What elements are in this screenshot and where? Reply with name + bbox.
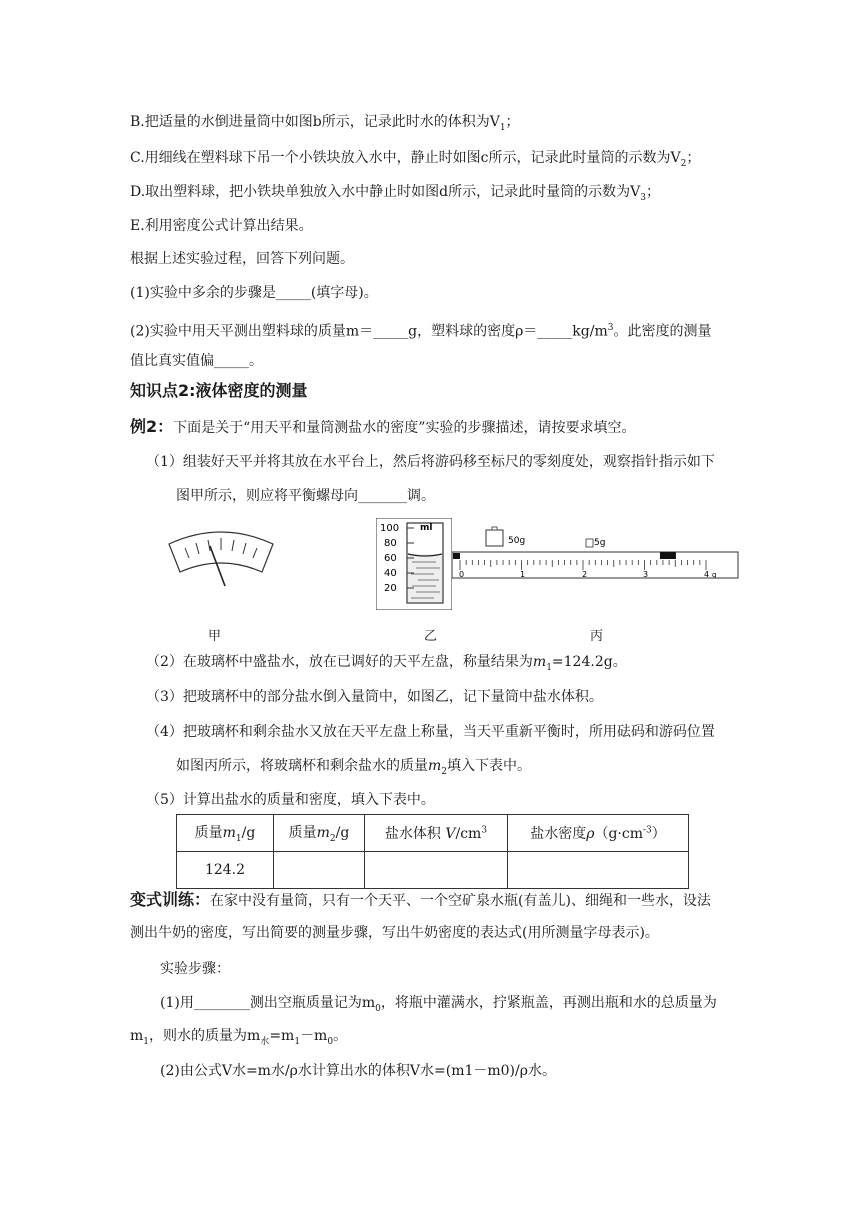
step-b: B.把适量的水倒进量筒中如图b所示，记录此时水的体积为$V_1$； <box>130 114 520 133</box>
step-e: E.利用密度公式计算出结果。 <box>130 218 313 234</box>
weight-50g-icon <box>486 530 503 546</box>
step-c: C.用细线在塑料球下吊一个小铁块放入水中，静止时如图c所示，记录此时量筒的示数为$V_2$； <box>130 150 701 169</box>
table-header-cell: 质量$m_2/g$ <box>274 815 365 852</box>
table-cell: 124.2 <box>177 852 274 889</box>
variant-intro-line1: 变式训练：在家中没有量筒，只有一个天平、一个空矿泉水瓶(有盖儿)、细绳和一些水，设法 <box>130 890 711 909</box>
scale-tick-label: 0 <box>459 570 465 579</box>
cylinder-tick-label: 100 <box>380 523 400 534</box>
weight-5g-icon <box>586 539 593 547</box>
scale-tick-label: 3 <box>643 570 649 579</box>
variant-intro-line2: 测出牛奶的密度，写出简要的测量步骤，写出牛奶密度的表达式(用所测量字母表示)。 <box>130 925 659 941</box>
graduated-cylinder-figure <box>376 518 452 610</box>
scale-unit-label: g <box>712 571 717 579</box>
step-d: D.取出塑料球，把小铁块单独放入水中静止时如图d所示，记录此时量筒的示数为$V_3$； <box>130 184 660 203</box>
question-2-line2: 值比真实值偏_____。 <box>130 353 263 369</box>
variant-step-2: (2)由公式V水=m水/ρ水计算出水的体积V水=(m1－m0)/ρ水。 <box>160 1063 556 1079</box>
cylinder-tick-label: 80 <box>384 538 397 549</box>
weight-5g-label: 5g <box>594 538 606 548</box>
table-row <box>177 852 689 889</box>
variant-step-1a: (1)用________测出空瓶质量记为$m_0$，将瓶中灌满水，拧紧瓶盖，再测出瓶和水的总质量为 <box>160 995 717 1014</box>
table-header-cell: 盐水体积 $V/cm^3$ <box>365 815 508 852</box>
example-step-5: （5）计算出盐水的质量和密度，填入下表中。 <box>146 792 435 808</box>
result-table <box>176 814 689 889</box>
example-intro: 例2：下面是关于“用天平和量筒测盐水的密度”实验的步骤描述，请按要求填空。 <box>130 417 636 436</box>
table-cell <box>274 852 365 889</box>
answer-intro: 根据上述实验过程，回答下列问题。 <box>130 251 354 267</box>
variant-step-1b: $m_1$，则水的质量为$m_水=m_1-m_0$。 <box>130 1028 348 1047</box>
question-1: (1)实验中多余的步骤是_____(填字母)。 <box>130 285 378 301</box>
cylinder-tick-label: 60 <box>384 553 397 564</box>
cylinder-tick-label: 20 <box>384 583 397 594</box>
balance-pointer-figure <box>166 524 276 594</box>
question-2-line1: (2)实验中用天平测出塑料球的质量m＝_____g，塑料球的密度$\rho=\_\_\_\_\_kg/m^3$。此密度的测量 <box>130 323 712 340</box>
table-header-cell: 盐水密度$\rho(g\cdot cm^{-3})$ <box>508 815 689 852</box>
figure-yi-caption: 乙 <box>424 629 438 644</box>
scale-left-tab <box>453 553 460 559</box>
table-header-row <box>177 815 689 852</box>
scale-tick-label: 2 <box>582 570 588 579</box>
variant-steps-label: 实验步骤： <box>160 961 230 977</box>
example-step-4a: （4）把玻璃杯和剩余盐水又放在天平左盘上称量，当天平重新平衡时，所用砝码和游码位置 <box>146 724 715 740</box>
rider-marker <box>660 552 676 559</box>
table-header-cell: 质量$m_1/g$ <box>177 815 274 852</box>
cylinder-tick-label: 40 <box>384 568 397 579</box>
section-title: 知识点2:液体密度的测量 <box>130 381 308 400</box>
cylinder-unit-label: ml <box>420 523 433 533</box>
table-cell <box>365 852 508 889</box>
scale-tick-label: 1 <box>520 570 526 579</box>
figure-jia-caption: 甲 <box>208 629 222 644</box>
table-cell <box>508 852 689 889</box>
example-step-2: （2）在玻璃杯中盛盐水，放在已调好的天平左盘，称量结果为$m_1=124.2g$。 <box>146 654 627 673</box>
weights-and-scale-figure <box>452 524 740 584</box>
figure-bing-caption: 丙 <box>590 629 604 644</box>
example-step-1a: （1）组装好天平并将其放在水平台上，然后将游码移至标尺的零刻度处，观察指针指示如下 <box>146 454 715 470</box>
example-step-3: （3）把玻璃杯中的部分盐水倒入量筒中，如图乙，记下量筒中盐水体积。 <box>146 689 603 705</box>
weight-50g-label: 50g <box>508 536 526 546</box>
example-step-1b: 图甲所示，则应将平衡螺母向_______调。 <box>176 488 435 504</box>
example-step-4b: 如图丙所示，将玻璃杯和剩余盐水的质量$m_2$填入下表中。 <box>176 758 532 777</box>
scale-tick-label: 4 <box>704 570 710 579</box>
